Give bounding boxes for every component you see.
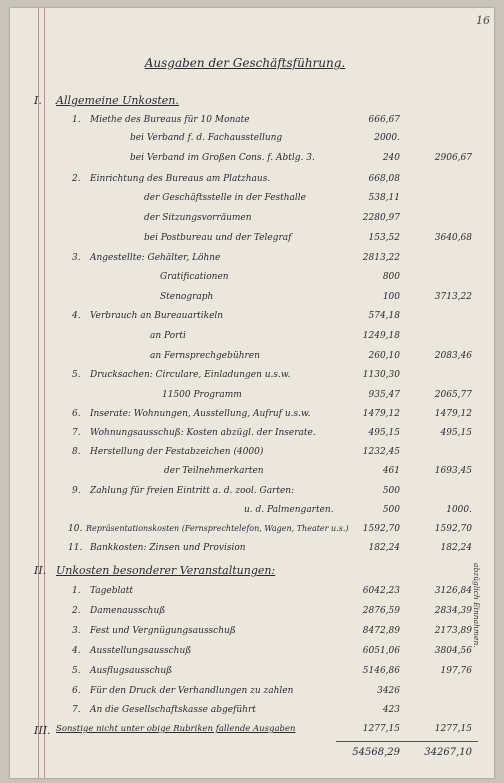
item-text: Einrichtung des Bureaus am Platzhaus. [90, 174, 271, 184]
item-number: 5. [72, 370, 81, 380]
total: 2083,46 [434, 351, 472, 361]
amount: 5146,86 [362, 666, 400, 676]
total: 1592,70 [434, 524, 472, 534]
section-label: III. [34, 724, 51, 737]
amount: 260,10 [368, 351, 400, 361]
item-number: 2. [72, 606, 81, 616]
amount: 182,24 [368, 543, 400, 553]
item-number: 3. [72, 626, 81, 636]
amount: 2280,97 [362, 213, 400, 223]
ledger-row [10, 153, 494, 169]
amount: 3426 [377, 686, 400, 696]
section-heading [10, 94, 494, 110]
item-text: Inserate: Wohnungen, Ausstellung, Aufruf u.s.w. [90, 409, 311, 419]
grand-total: 34267,10 [424, 747, 472, 758]
item-text: Bankkosten: Zinsen und Provision [90, 543, 246, 553]
item-number: 7. [72, 705, 81, 715]
ledger-row [10, 586, 494, 602]
ledger-row [10, 115, 494, 131]
amount: 668,08 [368, 174, 400, 184]
item-text: Miethe des Bureaus für 10 Monate [90, 115, 250, 125]
item-text: Herstellung der Festabzeichen (4000) [90, 447, 264, 457]
ledger-row [10, 428, 494, 444]
total: 197,76 [440, 666, 472, 676]
item-text: Damenausschuß [90, 606, 166, 616]
amount: 153,52 [368, 233, 400, 243]
total: 1000. [446, 505, 472, 515]
total: 2834,39 [434, 606, 472, 616]
ledger-row [10, 705, 494, 721]
total: 3640,68 [434, 233, 472, 243]
item-number: 3. [72, 253, 81, 263]
ledger-row [10, 626, 494, 642]
ledger-row [10, 272, 494, 288]
item-text: bei Verband f. d. Fachausstellung [130, 133, 283, 143]
amount: 1479,12 [362, 409, 400, 419]
sum-rule [408, 741, 478, 742]
item-text: der Teilnehmerkarten [164, 466, 264, 476]
item-number: 5. [72, 666, 81, 676]
side-note: abzüglich Einnahmen. [472, 563, 481, 648]
amount: 6051,06 [362, 646, 400, 656]
item-number: 7. [72, 428, 81, 438]
total: 3126,84 [434, 586, 472, 596]
ledger-row [10, 409, 494, 425]
item-text: Angestellte: Gehälter, Löhne [90, 253, 221, 263]
item-number: 4. [72, 311, 81, 321]
amount: 423 [382, 705, 400, 715]
section-title: Allgemeine Unkosten. [56, 94, 179, 107]
total: 2173,89 [434, 626, 472, 636]
item-text: Ausflugsausschuß [90, 666, 173, 676]
amount: 574,18 [368, 311, 400, 321]
ledger-row [10, 193, 494, 209]
ledger-row [10, 351, 494, 367]
ledger-row [10, 311, 494, 327]
item-text: der Geschäftsstelle in der Festhalle [144, 193, 307, 203]
amount: 500 [382, 486, 400, 496]
amount: 1130,30 [362, 370, 400, 380]
amount: 666,67 [368, 115, 400, 125]
section-label: I. [34, 94, 42, 107]
item-text: An die Gesellschaftskasse abgeführt [90, 705, 256, 715]
item-text: Fest und Vergnügungsausschuß [90, 626, 236, 636]
total: 495,15 [440, 428, 472, 438]
amount: 1592,70 [362, 524, 400, 534]
ledger-row [10, 174, 494, 190]
item-text: u. d. Palmengarten. [244, 505, 334, 515]
total: 2065,77 [434, 390, 472, 400]
item-text: Für den Druck der Verhandlungen zu zahlen [90, 686, 294, 696]
ledger-page [10, 8, 494, 778]
item-text: Zahlung für freien Eintritt a. d. zool. Garten: [90, 486, 295, 496]
amount: 1277,15 [362, 724, 400, 734]
total: 3804,56 [434, 646, 472, 656]
section-title: Unkosten besonderer Veranstaltungen: [56, 564, 276, 577]
amount: 6042,23 [362, 586, 400, 596]
amount: 8472,89 [362, 626, 400, 636]
ledger-row [10, 524, 494, 540]
item-text: der Sitzungsvorräumen [144, 213, 252, 223]
item-text: bei Verband im Großen Cons. f. Abtlg. 3. [130, 153, 315, 163]
item-text: Verbrauch an Bureauartikeln [90, 311, 224, 321]
total: 182,24 [440, 543, 472, 553]
item-number: 6. [72, 686, 81, 696]
amount: 538,11 [368, 193, 400, 203]
amount: 495,15 [368, 428, 400, 438]
ledger-row [10, 390, 494, 406]
total: 3713,22 [434, 292, 472, 302]
ledger-row [10, 292, 494, 308]
amount: 500 [382, 505, 400, 515]
item-number: 8. [72, 447, 81, 457]
ledger-row [10, 466, 494, 482]
item-text: Tageblatt [90, 586, 133, 596]
ledger-row [10, 486, 494, 502]
total: 2906,67 [434, 153, 472, 163]
item-text: an Porti [150, 331, 186, 341]
amount: 2876,59 [362, 606, 400, 616]
ledger-row [10, 646, 494, 662]
ledger-row [10, 253, 494, 269]
amount: 2000. [374, 133, 400, 143]
ledger-row [10, 233, 494, 249]
amount: 1232,45 [362, 447, 400, 457]
ledger-row [10, 666, 494, 682]
sum-rule [336, 741, 408, 742]
amount: 2813,22 [362, 253, 400, 263]
amount: 935,47 [368, 390, 400, 400]
item-text: Drucksachen: Circulare, Einladungen u.s.w. [90, 370, 291, 380]
page-number: 16 [476, 14, 490, 27]
item-number: 1. [72, 115, 81, 125]
ledger-row [10, 606, 494, 622]
page-title: Ausgaben der Geschäftsführung. [144, 56, 346, 70]
total: 1693,45 [434, 466, 472, 476]
section-heading [10, 724, 494, 740]
amount: 100 [382, 292, 400, 302]
amount: 240 [382, 153, 400, 163]
ledger-row [10, 447, 494, 463]
ledger-row [10, 370, 494, 386]
item-text: Ausstellungsausschuß [90, 646, 192, 656]
amount: 461 [382, 466, 400, 476]
item-text: Gratificationen [160, 272, 229, 282]
item-text: an Fernsprechgebühren [150, 351, 260, 361]
grand-total-amount: 54568,29 [352, 747, 400, 758]
section-title: Sonstige nicht unter obige Rubriken fallende Ausgaben [56, 724, 296, 734]
item-number: 9. [72, 486, 81, 496]
ledger-row [10, 331, 494, 347]
item-number: 4. [72, 646, 81, 656]
item-number: 2. [72, 174, 81, 184]
ledger-row [10, 543, 494, 559]
total: 1277,15 [434, 724, 472, 734]
ledger-row [10, 213, 494, 229]
item-number: 11. [68, 543, 83, 553]
section-heading [10, 564, 494, 580]
amount: 800 [382, 272, 400, 282]
item-text: Stenograph [160, 292, 214, 302]
item-text: bei Postbureau und der Telegraf [144, 233, 292, 243]
item-text: Repräsentationskosten (Fernsprechtelefon, Wagen, Theater u.s.) [86, 524, 349, 533]
item-number: 6. [72, 409, 81, 419]
section-label: II. [34, 564, 47, 577]
ledger-row [10, 505, 494, 521]
amount: 1249,18 [362, 331, 400, 341]
item-text: 11500 Programm [162, 390, 242, 400]
item-number: 1. [72, 586, 81, 596]
total: 1479,12 [434, 409, 472, 419]
item-number: 10. [68, 524, 83, 534]
item-text: Wohnungsausschuß: Kosten abzügl. der Inserate. [90, 428, 316, 438]
ledger-row [10, 133, 494, 149]
ledger-row [10, 686, 494, 702]
